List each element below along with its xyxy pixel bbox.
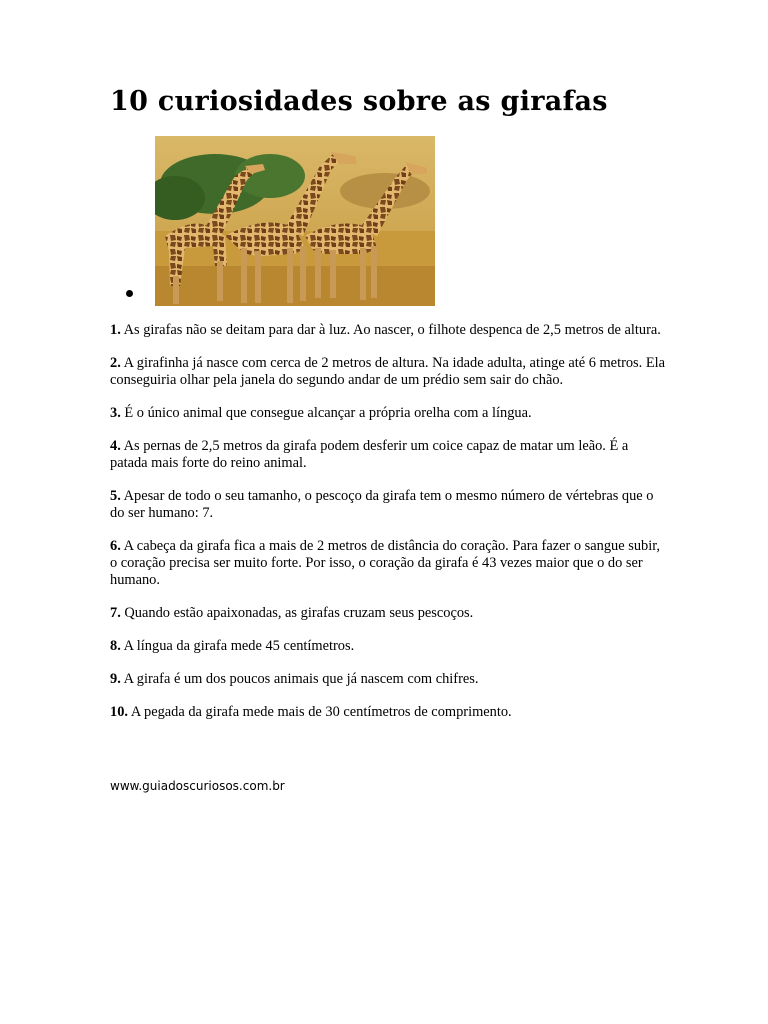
page-title: 10 curiosidades sobre as girafas: [110, 86, 608, 117]
photo-list-item: [110, 136, 450, 308]
fact-item: [110, 438, 666, 472]
fact-text: A pegada da girafa mede mais de 30 centímetros de comprimento.: [130, 704, 512, 720]
fact-text: É o único animal que consegue alcançar a própria orelha com a língua.: [124, 405, 532, 421]
fact-item: [110, 671, 666, 688]
fact-text: As girafas não se deitam para dar à luz. Ao nascer, o filhote despenca de 2,5 metros de altura.: [123, 322, 661, 338]
fact-text: As pernas de 2,5 metros da girafa podem desferir um coice capaz de matar um leão. É a patada mais forte do reino animal.: [110, 438, 629, 471]
fact-item: [110, 638, 666, 655]
fact-number: 10.: [110, 704, 128, 720]
fact-item: [110, 704, 666, 721]
fact-number: 2.: [110, 355, 121, 371]
fact-number: 5.: [110, 488, 121, 504]
fact-item: [110, 488, 666, 522]
fact-number: 8.: [110, 638, 121, 654]
fact-number: 3.: [110, 405, 121, 421]
fact-text: A girafinha já nasce com cerca de 2 metros de altura. Na idade adulta, atinge até 6 metros. Ela conseguiria olhar pela janela do segundo andar de um prédio sem sair do chão.: [110, 355, 666, 388]
fact-number: 9.: [110, 671, 121, 687]
source-link[interactable]: www.guiadoscuriosos.com.br: [110, 779, 285, 793]
fact-number: 6.: [110, 538, 121, 554]
bullet-icon: [126, 290, 133, 297]
fact-text: Quando estão apaixonadas, as girafas cruzam seus pescoços.: [124, 605, 474, 621]
fact-number: 4.: [110, 438, 121, 454]
giraffes-illustration: [155, 136, 435, 306]
fact-item: [110, 322, 666, 339]
fact-text: Apesar de todo o seu tamanho, o pescoço da girafa tem o mesmo número de vértebras que o do ser humano: 7.: [110, 488, 654, 521]
giraffes-photo: [155, 136, 435, 306]
fact-text: A cabeça da girafa fica a mais de 2 metros de distância do coração. Para fazer o sangue subir, o coração precisa ser muito forte. Por isso, o coração da girafa é 43 vezes maior que o do ser humano.: [110, 538, 661, 588]
fact-item: [110, 405, 666, 422]
fact-item: [110, 538, 666, 589]
fact-number: 1.: [110, 322, 121, 338]
fact-text: A girafa é um dos poucos animais que já nascem com chifres.: [123, 671, 479, 687]
fact-number: 7.: [110, 605, 121, 621]
fact-item: [110, 605, 666, 622]
fact-text: A língua da girafa mede 45 centímetros.: [123, 638, 355, 654]
facts-list: [110, 322, 666, 737]
fact-item: [110, 355, 666, 389]
